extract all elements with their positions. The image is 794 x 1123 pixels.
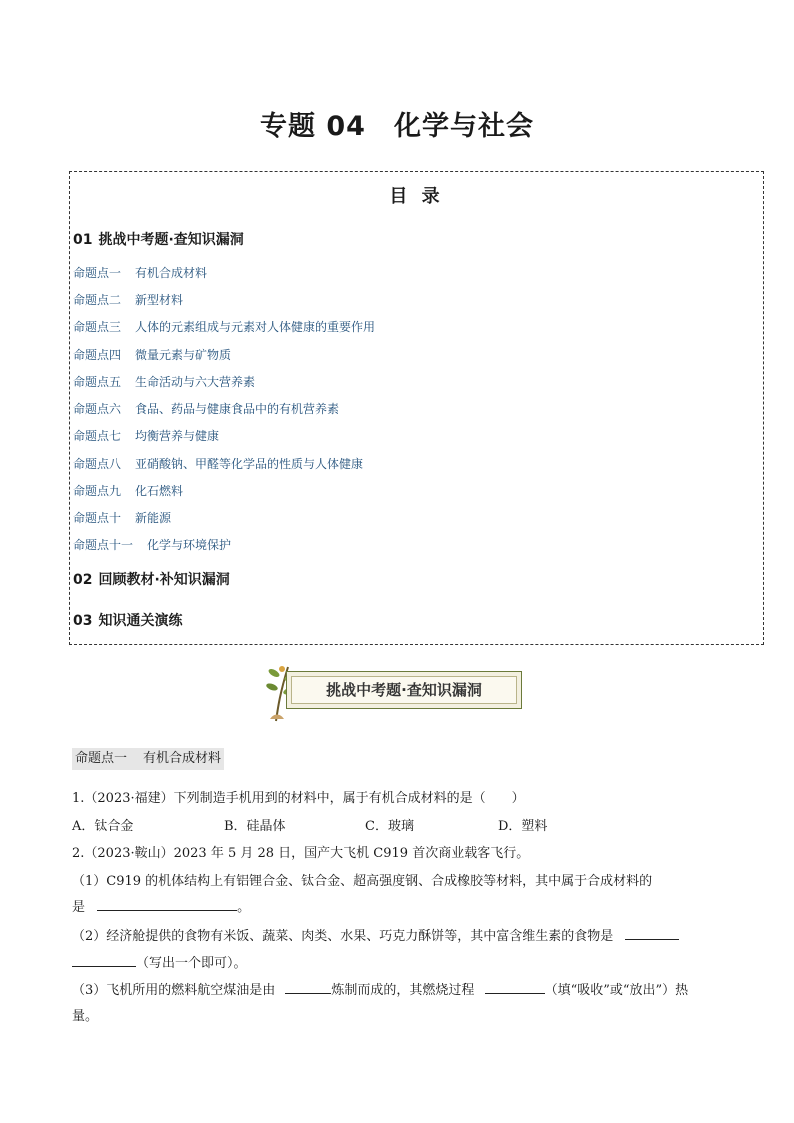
toc-item-text: 食品、药品与健康食品中的有机营养素	[135, 402, 340, 416]
table-of-contents	[69, 171, 764, 645]
question-2-stem: 2.（2023·鞍山）2023 年 5 月 28 日，国产大飞机 C919 首次商业载客飞行。	[72, 846, 530, 861]
toc-item[interactable]	[73, 509, 171, 526]
part-3-middle: 炼制而成的，其燃烧过程	[331, 983, 475, 998]
banner-box	[286, 671, 522, 709]
toc-item[interactable]	[73, 264, 207, 281]
toc-heading: 目 录	[389, 186, 444, 207]
question-1-option-b[interactable]: B．硅晶体	[224, 819, 286, 834]
question-1-stem: 1.（2023·福建）下列制造手机用到的材料中，属于有机合成材料的是（ ）	[72, 791, 525, 806]
toc-item-text: 亚硝酸钠、甲醛等化学品的性质与人体健康	[135, 457, 364, 471]
part-3-prefix: （3）飞机所用的燃料航空煤油是由	[72, 983, 276, 998]
toc-item-text: 生命活动与六大营养素	[135, 375, 256, 389]
toc-item-label: 命题点三	[73, 320, 122, 334]
question-1-option-c[interactable]: C．玻璃	[365, 819, 414, 834]
answer-blank[interactable]	[72, 954, 136, 967]
toc-section-02[interactable]	[73, 569, 230, 589]
toc-item[interactable]	[73, 291, 183, 308]
question-2-part-2	[72, 925, 679, 944]
toc-item-label: 命题点一	[73, 266, 122, 280]
toc-item-text: 有机合成材料	[135, 266, 208, 280]
toc-item-text: 微量元素与矿物质	[135, 348, 232, 362]
toc-item-text: 新能源	[135, 511, 172, 525]
toc-item-label: 命题点十	[73, 511, 122, 525]
toc-item-label: 命题点六	[73, 402, 122, 416]
title-name: 化学与社会	[393, 111, 534, 142]
page-title	[0, 104, 794, 143]
part-1-suffix: 。	[237, 900, 251, 915]
toc-item[interactable]	[73, 455, 363, 472]
toc-section-number: 03	[73, 613, 93, 629]
section-banner	[262, 663, 532, 723]
part-3-suffix: （填“吸收”或“放出”）热	[544, 983, 689, 998]
toc-item[interactable]	[73, 318, 375, 335]
toc-section-number: 01	[73, 232, 93, 248]
toc-item-text: 化石燃料	[135, 484, 184, 498]
question-2-part-2-continued	[72, 952, 247, 971]
answer-blank[interactable]	[485, 981, 545, 994]
answer-blank[interactable]	[285, 981, 331, 994]
toc-item-label: 命题点九	[73, 484, 122, 498]
toc-item[interactable]	[73, 346, 231, 363]
toc-item-label: 命题点五	[73, 375, 122, 389]
question-2-part-3	[72, 979, 688, 998]
question-2-part-1-answer-line	[72, 896, 250, 915]
toc-item-text: 化学与环境保护	[147, 538, 232, 552]
banner-text: 挑战中考题·查知识漏洞	[326, 681, 482, 699]
toc-item[interactable]	[73, 536, 231, 553]
question-2-part-1: （1）C919 的机体结构上有铝锂合金、钛合金、超高强度钢、合成橡胶等材料，其中属于合成材料的	[72, 874, 653, 889]
answer-blank[interactable]	[97, 898, 237, 911]
section-label-number: 命题点一	[75, 751, 128, 766]
toc-section-label: 知识通关演练	[98, 613, 183, 629]
answer-blank[interactable]	[625, 927, 679, 940]
toc-item[interactable]	[73, 427, 219, 444]
part-2-text: （2）经济舱提供的食物有米饭、蔬菜、肉类、水果、巧克力酥饼等，其中富含维生素的食物是	[72, 929, 614, 944]
section-label	[72, 748, 224, 770]
toc-item-label: 命题点十一	[73, 538, 134, 552]
toc-item-text: 新型材料	[135, 293, 184, 307]
toc-section-03[interactable]	[73, 610, 182, 630]
toc-item-label: 命题点四	[73, 348, 122, 362]
toc-item[interactable]	[73, 373, 255, 390]
part-2-suffix: （写出一个即可）。	[136, 956, 247, 971]
toc-item-label: 命题点八	[73, 457, 122, 471]
question-1-option-d[interactable]: D．塑料	[498, 819, 548, 834]
toc-section-01[interactable]	[73, 229, 244, 249]
toc-item-text: 均衡营养与健康	[135, 429, 220, 443]
toc-item-label: 命题点二	[73, 293, 122, 307]
title-topic: 专题 04	[260, 111, 366, 142]
section-label-text: 有机合成材料	[143, 751, 222, 766]
toc-section-label: 挑战中考题·查知识漏洞	[98, 232, 244, 248]
question-1-option-a[interactable]: A．钛合金	[72, 819, 134, 834]
toc-item-label: 命题点七	[73, 429, 122, 443]
toc-item[interactable]	[73, 400, 339, 417]
toc-item-text: 人体的元素组成与元素对人体健康的重要作用	[135, 320, 376, 334]
toc-section-number: 02	[73, 572, 93, 588]
toc-section-label: 回顾教材·补知识漏洞	[98, 572, 230, 588]
question-2-part-3-continued: 量。	[72, 1009, 99, 1024]
part-1-prefix: 是	[72, 900, 86, 915]
toc-item[interactable]	[73, 482, 183, 499]
